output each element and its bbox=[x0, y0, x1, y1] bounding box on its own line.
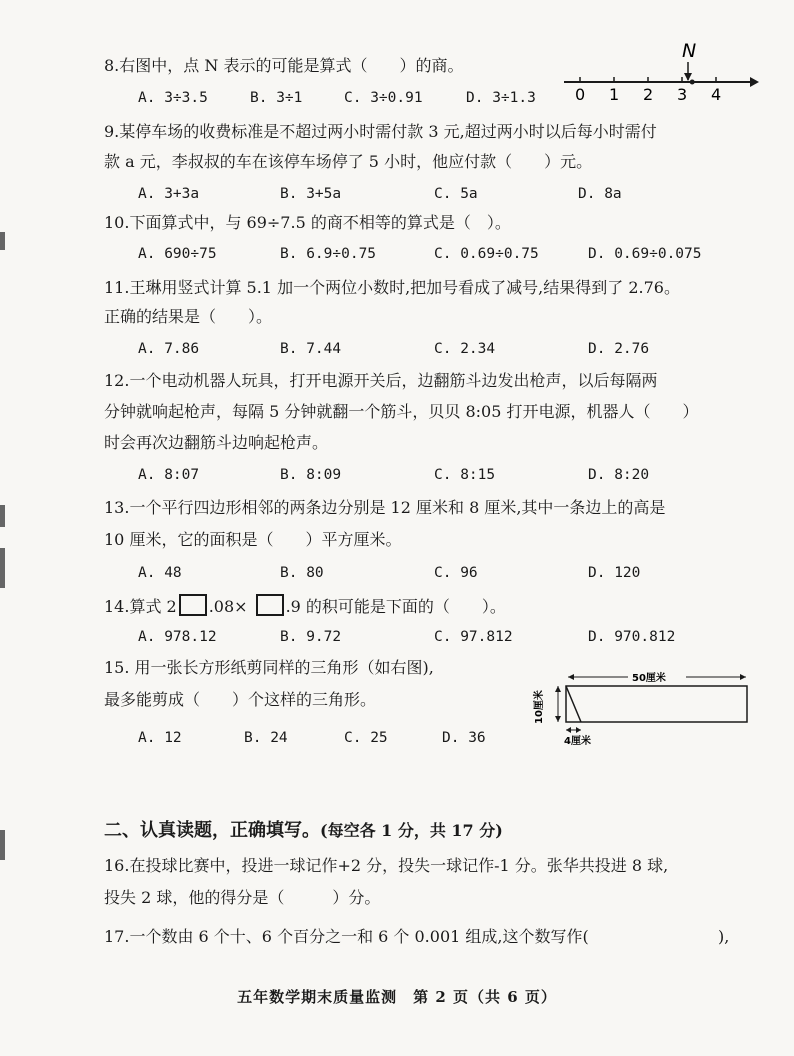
question-12-stem-line2: 分钟就响起枪声，每隔 5 分钟就翻一个筋斗，贝贝 8:05 打开电源，机器人（ ） bbox=[104, 402, 699, 421]
question-16-stem-line2: 投失 2 球，他的得分是（ ）分。 bbox=[104, 888, 381, 907]
q8-option-d[interactable]: D. 3÷1.3 bbox=[466, 90, 536, 106]
q15-option-a[interactable]: A. 12 bbox=[138, 730, 182, 746]
q8-option-b[interactable]: B. 3÷1 bbox=[250, 90, 303, 106]
number-line-point-n bbox=[690, 80, 695, 85]
question-12-stem-line1: 12.一个电动机器人玩具，打开电源开关后，边翻筋斗边发出枪声，以后每隔两 bbox=[104, 371, 658, 390]
q13-option-b[interactable]: B. 80 bbox=[280, 565, 324, 581]
q8-option-c[interactable]: C. 3÷0.91 bbox=[344, 90, 423, 106]
q8-option-a[interactable]: A. 3÷3.5 bbox=[138, 90, 208, 106]
binding-mark bbox=[0, 830, 5, 860]
q11-option-a[interactable]: A. 7.86 bbox=[138, 341, 200, 357]
question-17-stem-end: ), bbox=[718, 927, 730, 946]
q13-option-c[interactable]: C. 96 bbox=[434, 565, 478, 581]
height-arrow-top bbox=[555, 686, 561, 692]
figure-height-label: 10厘米 bbox=[534, 690, 545, 724]
section-2-heading bbox=[104, 816, 503, 842]
question-15-stem-line1: 15. 用一张长方形纸剪同样的三角形（如右图), bbox=[104, 658, 434, 677]
q14-stem-part-c: .9 的积可能是下面的（ ）。 bbox=[285, 597, 506, 616]
q10-option-d[interactable]: D. 0.69÷0.075 bbox=[588, 246, 702, 262]
q9-option-d[interactable]: D. 8a bbox=[578, 186, 622, 202]
q14-blank-box-1[interactable] bbox=[179, 594, 207, 616]
q10-option-c[interactable]: C. 0.69÷0.75 bbox=[434, 246, 539, 262]
question-13-stem-line2: 10 厘米，它的面积是（ ）平方厘米。 bbox=[104, 530, 402, 549]
question-15-stem-line2: 最多能剪成（ ）个这样的三角形。 bbox=[104, 690, 377, 709]
base-arrow-right bbox=[576, 727, 581, 733]
figure-length-label: 50厘米 bbox=[632, 673, 666, 684]
question-11-stem-line2: 正确的结果是（ ）。 bbox=[104, 307, 273, 326]
question-17-stem: 17.一个数由 6 个十、6 个百分之一和 6 个 0.001 组成,这个数写作( bbox=[104, 927, 589, 946]
number-line-tick-label: 4 bbox=[711, 85, 722, 104]
rectangle-paper-figure bbox=[528, 668, 758, 752]
height-arrow-bottom bbox=[555, 716, 561, 722]
q15-option-b[interactable]: B. 24 bbox=[244, 730, 288, 746]
triangle-cut-line bbox=[566, 686, 581, 722]
question-12-stem-line3: 时会再次边翻筋斗边响起枪声。 bbox=[104, 433, 329, 452]
length-arrow-right bbox=[740, 674, 746, 680]
question-10-stem: 10.下面算式中，与 69÷7.5 的商不相等的算式是（ ）。 bbox=[104, 213, 511, 232]
number-line-tick-label: 3 bbox=[677, 85, 688, 104]
q15-option-c[interactable]: C. 25 bbox=[344, 730, 388, 746]
q14-option-a[interactable]: A. 978.12 bbox=[138, 629, 217, 645]
figure-base-label: 4厘米 bbox=[564, 736, 591, 747]
section-2-note: (每空各 1 分，共 17 分) bbox=[320, 821, 503, 840]
q14-stem-part-a: 14.算式 2 bbox=[104, 597, 177, 616]
q14-option-c[interactable]: C. 97.812 bbox=[434, 629, 513, 645]
q14-stem-part-b: .08× bbox=[208, 597, 248, 616]
question-8-stem: 8.右图中，点 N 表示的可能是算式（ ）的商。 bbox=[104, 56, 464, 75]
q12-option-b[interactable]: B. 8:09 bbox=[280, 467, 342, 483]
number-line-arrow bbox=[750, 77, 759, 87]
number-line-tick-label: 0 bbox=[575, 85, 586, 104]
q9-option-b[interactable]: B. 3+5a bbox=[280, 186, 342, 202]
q13-option-d[interactable]: D. 120 bbox=[588, 565, 641, 581]
paper-rectangle bbox=[566, 686, 747, 722]
q11-option-d[interactable]: D. 2.76 bbox=[588, 341, 650, 357]
length-arrow-left bbox=[568, 674, 574, 680]
number-line-tick-label: 1 bbox=[609, 85, 620, 104]
q14-blank-box-2[interactable] bbox=[256, 594, 284, 616]
binding-mark bbox=[0, 505, 5, 527]
question-11-stem-line1: 11.王琳用竖式计算 5.1 加一个两位小数时,把加号看成了减号,结果得到了 2.76。 bbox=[104, 278, 680, 297]
q15-option-d[interactable]: D. 36 bbox=[442, 730, 486, 746]
q13-option-a[interactable]: A. 48 bbox=[138, 565, 182, 581]
section-2-title: 二、认真读题，正确填写。 bbox=[104, 820, 320, 841]
q11-option-c[interactable]: C. 2.34 bbox=[434, 341, 496, 357]
question-16-stem-line1: 16.在投球比赛中，投进一球记作+2 分，投失一球记作-1 分。张华共投进 8 球, bbox=[104, 856, 669, 875]
q10-option-a[interactable]: A. 690÷75 bbox=[138, 246, 217, 262]
q9-option-a[interactable]: A. 3+3a bbox=[138, 186, 200, 202]
q14-option-b[interactable]: B. 9.72 bbox=[280, 629, 342, 645]
number-line-tick-label: 2 bbox=[643, 85, 654, 104]
q9-option-c[interactable]: C. 5a bbox=[434, 186, 478, 202]
number-line-pointer-head bbox=[684, 73, 692, 81]
base-arrow-left bbox=[566, 727, 571, 733]
q12-option-d[interactable]: D. 8:20 bbox=[588, 467, 650, 483]
question-9-stem-line1: 9.某停车场的收费标准是不超过两小时需付款 3 元,超过两小时以后每小时需付 bbox=[104, 122, 657, 141]
q10-option-b[interactable]: B. 6.9÷0.75 bbox=[280, 246, 377, 262]
q12-option-a[interactable]: A. 8:07 bbox=[138, 467, 200, 483]
q11-option-b[interactable]: B. 7.44 bbox=[280, 341, 342, 357]
number-line-figure bbox=[560, 36, 760, 106]
binding-mark bbox=[0, 232, 5, 250]
page-footer: 五年数学期末质量监测 第 2 页（共 6 页） bbox=[237, 988, 557, 1006]
question-14-stem bbox=[104, 594, 506, 617]
q14-option-d[interactable]: D. 970.812 bbox=[588, 629, 676, 645]
question-9-stem-line2: 款 a 元，李叔叔的车在该停车场停了 5 小时，他应付款（ ）元。 bbox=[104, 152, 593, 171]
question-13-stem-line1: 13.一个平行四边形相邻的两条边分别是 12 厘米和 8 厘米,其中一条边上的高是 bbox=[104, 498, 666, 517]
binding-mark bbox=[0, 548, 5, 588]
q12-option-c[interactable]: C. 8:15 bbox=[434, 467, 496, 483]
number-line-point-label: N bbox=[682, 40, 697, 62]
